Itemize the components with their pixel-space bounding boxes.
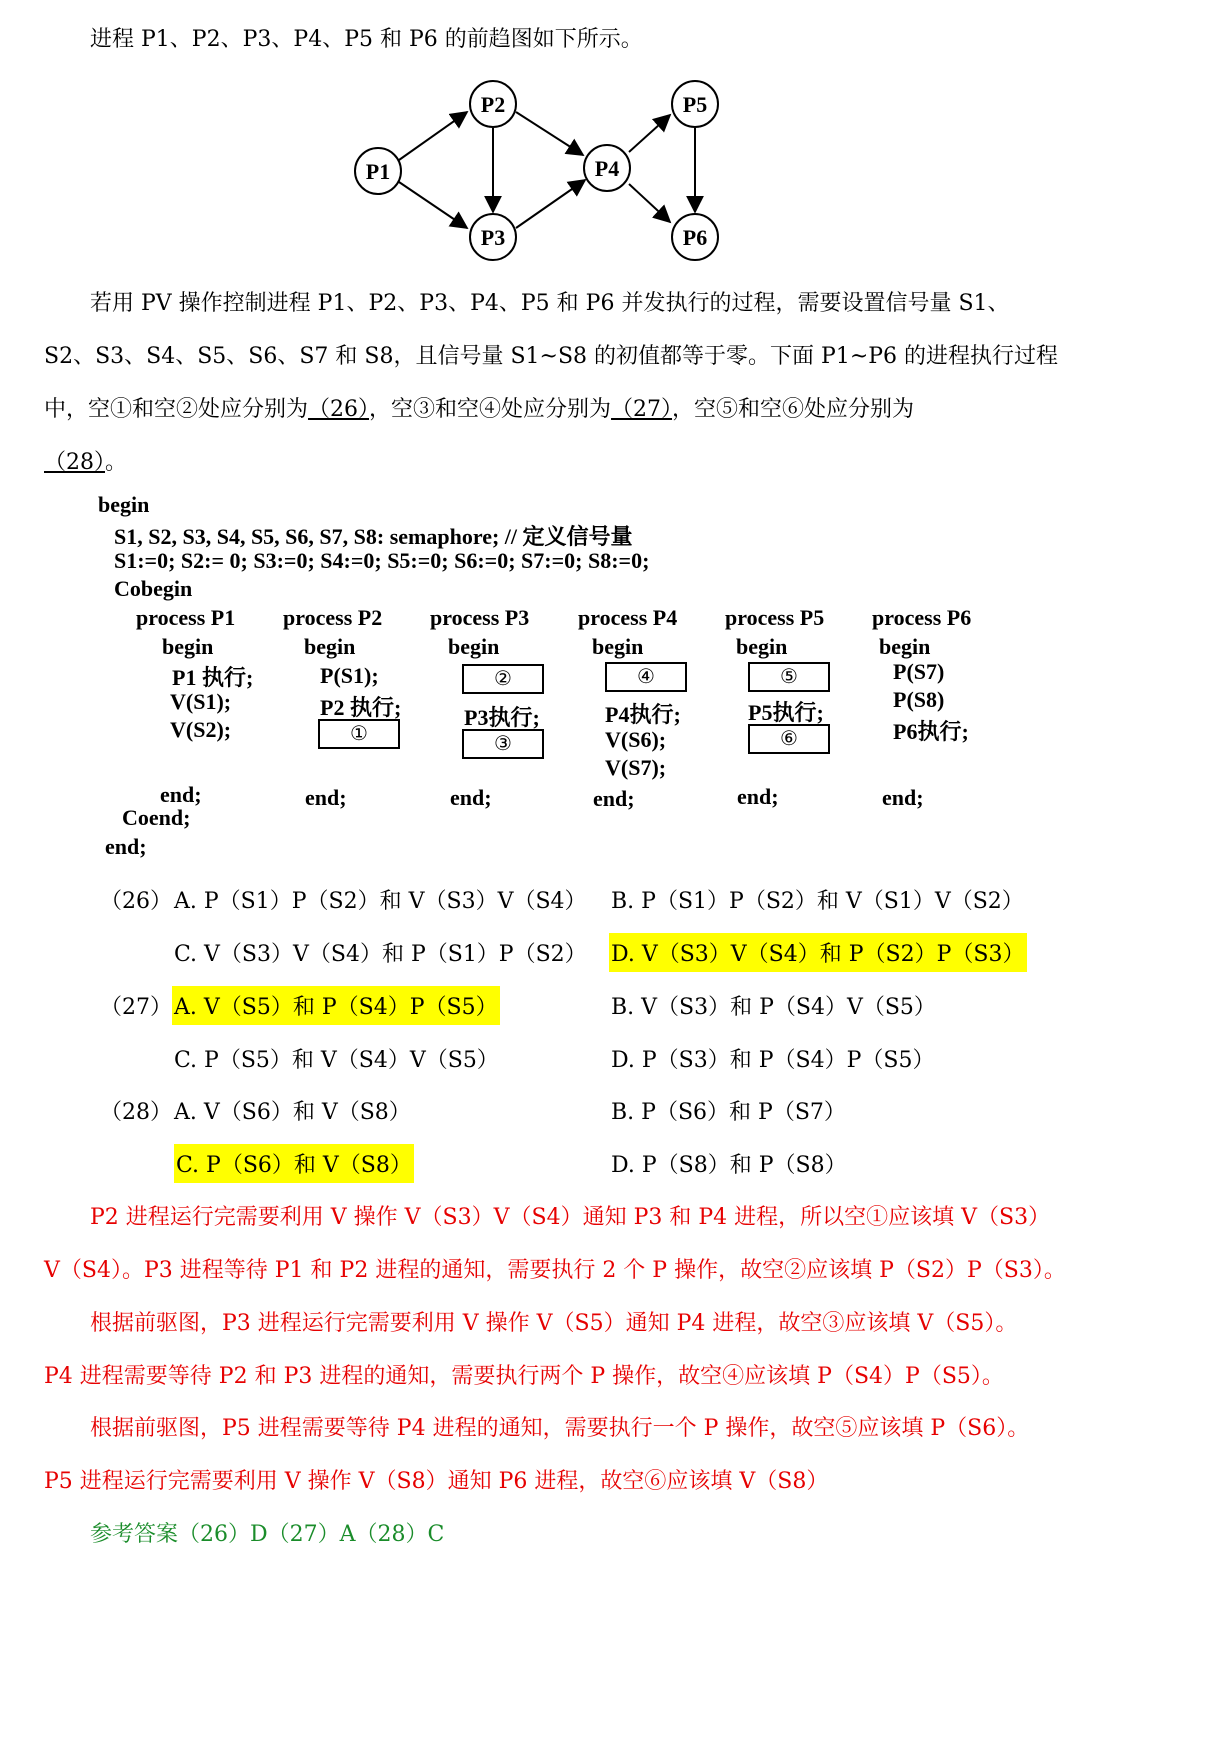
p1-line: P1 执行; <box>172 665 254 690</box>
question-line-1: 若用 PV 操作控制进程 P1、P2、P3、P4、P5 和 P6 并发执行的过程，需要设置信号量 S1、 <box>90 291 1010 316</box>
blank-27: （27） <box>611 397 673 422</box>
p4-end: end; <box>593 786 635 811</box>
option-27-d: D. P（S3）和 P（S4）P（S5） <box>611 1048 935 1073</box>
edge-p4-p6 <box>629 184 670 222</box>
question-line-2: S2、S3、S4、S5、S6、S7 和 S8，且信号量 S1~S8 的初值都等于零。下面 P1~P6 的进程执行过程 <box>44 344 1059 369</box>
question-text: ，空③和空④处应分别为 <box>369 397 612 422</box>
p1-end: end; <box>160 782 202 807</box>
blank-28: （28） <box>44 450 105 475</box>
explanation-line: V（S4）。P3 进程等待 P1 和 P2 进程的通知，需要执行 2 个 P 操作，故空②应该填 P（S2）P（S3）。 <box>44 1258 1066 1283</box>
edge-p2-p4 <box>516 112 583 155</box>
node-label: P5 <box>682 92 708 117</box>
node-label: P2 <box>480 92 506 117</box>
code-coend: Coend; <box>122 805 191 830</box>
p4-title: process P4 <box>578 605 678 630</box>
p5-begin: begin <box>736 634 788 659</box>
p6-title: process P6 <box>872 605 972 630</box>
p6-line: P6执行; <box>893 719 969 744</box>
question-line-3 <box>44 392 914 423</box>
option-28-d: D. P（S8）和 P（S8） <box>611 1153 847 1178</box>
question-line-4 <box>44 445 127 476</box>
blank-box-3: ③ <box>462 729 544 759</box>
option-26-a: A. P（S1）P（S2）和 V（S3）V（S4） <box>174 889 587 914</box>
option-27-a-correct: A. V（S5）和 P（S4）P（S5） <box>172 986 500 1025</box>
question-number-27: （27） <box>100 995 172 1020</box>
edge-p3-p4 <box>516 180 585 228</box>
option-26-b: B. P（S1）P（S2）和 V（S1）V（S2） <box>611 889 1024 914</box>
p6-line: P(S8) <box>893 687 945 712</box>
explanation-line: 根据前驱图，P3 进程运行完需要利用 V 操作 V（S5）通知 P4 进程，故空③应该填 V（S5）。 <box>90 1311 1018 1336</box>
p1-title: process P1 <box>136 605 236 630</box>
p2-line: P2 执行; <box>320 695 402 720</box>
option-28-a: A. V（S6）和 V（S8） <box>174 1100 411 1125</box>
reference-answer: 参考答案（26）D（27）A（28）C <box>90 1522 445 1547</box>
question-number-26: （26） <box>100 889 172 914</box>
p4-line: P4执行; <box>605 702 681 727</box>
code-init: S1:=0; S2:= 0; S3:=0; S4:=0; S5:=0; S6:=0; S7:=0; S8:=0; <box>114 548 650 573</box>
blank-26: （26） <box>308 397 370 422</box>
p1-line: V(S1); <box>170 689 232 714</box>
node-p2 <box>470 81 516 127</box>
code-begin: begin <box>98 492 150 517</box>
node-p3 <box>470 214 516 260</box>
option-27-b: B. V（S3）和 P（S4）V（S5） <box>611 995 936 1020</box>
blank-box-6: ⑥ <box>748 724 830 754</box>
edge-p1-p2 <box>399 112 467 160</box>
p4-line: V(S7); <box>605 755 667 780</box>
p4-begin: begin <box>592 634 644 659</box>
p5-title: process P5 <box>725 605 825 630</box>
p2-line: P(S1); <box>320 663 379 688</box>
explanation-line: P5 进程运行完需要利用 V 操作 V（S8）通知 P6 进程，故空⑥应该填 V（S8） <box>44 1469 829 1494</box>
question-text: 中，空①和空②处应分别为 <box>44 397 309 422</box>
precedence-graph <box>340 70 740 280</box>
question-text: 。 <box>105 450 128 475</box>
option-27-c: C. P（S5）和 V（S4）V（S5） <box>174 1048 499 1073</box>
p2-title: process P2 <box>283 605 383 630</box>
blank-box-5: ⑤ <box>748 662 830 692</box>
question-text: ，空⑤和空⑥处应分别为 <box>672 397 915 422</box>
p3-end: end; <box>450 785 492 810</box>
node-label: P4 <box>594 156 620 181</box>
p6-begin: begin <box>879 634 931 659</box>
explanation-line: 根据前驱图，P5 进程需要等待 P4 进程的通知，需要执行一个 P 操作，故空⑤应该填 P（S6）。 <box>90 1416 1030 1441</box>
node-label: P3 <box>480 225 506 250</box>
p3-title: process P3 <box>430 605 530 630</box>
p2-end: end; <box>305 785 347 810</box>
p2-begin: begin <box>304 634 356 659</box>
question-number-28: （28） <box>100 1100 172 1125</box>
intro-text: 进程 P1、P2、P3、P4、P5 和 P6 的前趋图如下所示。 <box>90 27 643 52</box>
explanation-line: P2 进程运行完需要利用 V 操作 V（S3）V（S4）通知 P3 和 P4 进程，所以空①应该填 V（S3） <box>90 1205 1051 1230</box>
p3-begin: begin <box>448 634 500 659</box>
node-p5 <box>672 81 718 127</box>
edge-p1-p3 <box>399 182 467 228</box>
node-p4 <box>584 145 630 191</box>
code-end: end; <box>105 834 147 859</box>
node-p1 <box>355 148 401 194</box>
option-26-c: C. V（S3）V（S4）和 P（S1）P（S2） <box>174 942 587 967</box>
blank-box-2: ② <box>462 664 544 694</box>
code-decl: S1, S2, S3, S4, S5, S6, S7, S8: semaphore; // 定义信号量 <box>114 524 633 549</box>
node-label: P1 <box>365 159 391 184</box>
blank-box-4: ④ <box>605 662 687 692</box>
blank-box-1: ① <box>318 719 400 749</box>
explanation-line: P4 进程需要等待 P2 和 P3 进程的通知，需要执行两个 P 操作，故空④应该填 P（S4）P（S5）。 <box>44 1364 1004 1389</box>
node-label: P6 <box>682 225 708 250</box>
node-p6 <box>672 214 718 260</box>
p1-line: V(S2); <box>170 717 232 742</box>
p3-line: P3执行; <box>464 705 540 730</box>
p1-begin: begin <box>162 634 214 659</box>
option-28-c-correct: C. P（S6）和 V（S8） <box>174 1144 414 1183</box>
p4-line: V(S6); <box>605 727 667 752</box>
code-cobegin: Cobegin <box>114 576 193 601</box>
p6-line: P(S7) <box>893 659 945 684</box>
p5-end: end; <box>737 784 779 809</box>
option-28-b: B. P（S6）和 P（S7） <box>611 1100 846 1125</box>
p5-line: P5执行; <box>748 700 824 725</box>
p6-end: end; <box>882 785 924 810</box>
option-26-d-correct: D. V（S3）V（S4）和 P（S2）P（S3） <box>609 933 1027 972</box>
edge-p4-p5 <box>629 115 670 152</box>
